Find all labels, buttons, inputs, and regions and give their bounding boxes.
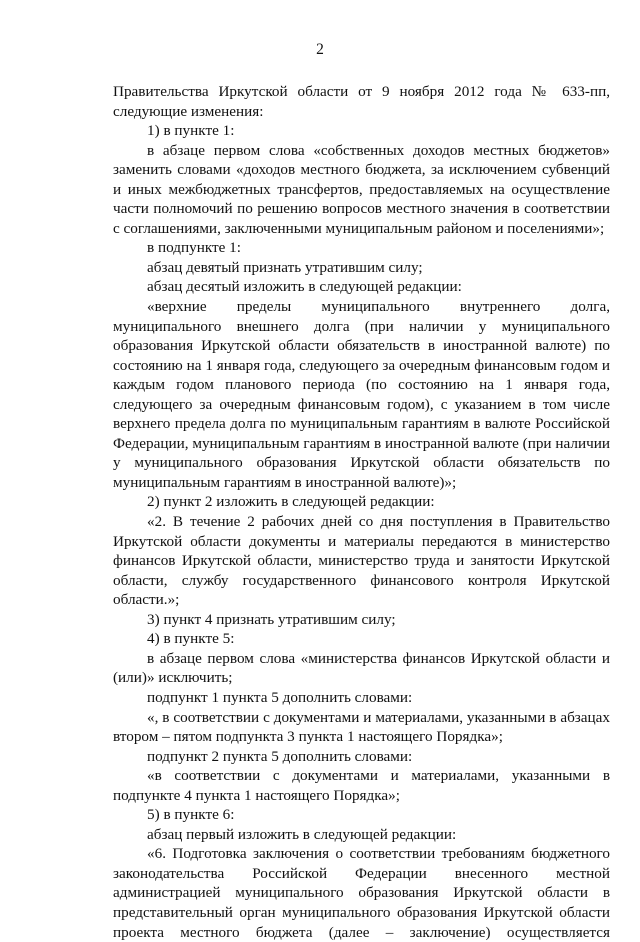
paragraph: «6. Подготовка заключения о соответствии требованиям бюджетного законодательства Российской Федерации внесенного местной администрацией муниципального образования Иркутской области в представительный орган муниципального образования Иркутской области проекта местного бюджета (далее – заключение) осуществляется bbox=[113, 845, 610, 941]
paragraph: 4) в пункте 5: bbox=[147, 630, 235, 648]
paragraph: «верхние пределы муниципального внутреннего долга, муниципального внешнего долга (при наличии у муниципального образования Иркутской области обязательств в иностранной валюте) по состоянию на 1 января года, следующего за очередным финансовым годом и каждым годом планового периода (по состоянию на 1 января года, следующего за очередным финансовым годом), с указанием в том числе верхнего предела долга по муниципальным гарантиям в валюте Российской Федерации, муниципальным гарантиям в иностранной валюте (при наличии у муниципального образования Иркутской области обязательств по муниципальным гарантиям в иностранной валюте)»; bbox=[113, 298, 610, 491]
paragraph: Правительства Иркутской области от 9 ноября 2012 года № 633-пп, следующие изменения: bbox=[113, 83, 610, 120]
paragraph: подпункт 1 пункта 5 дополнить словами: bbox=[147, 688, 413, 706]
page-number: 2 bbox=[316, 41, 324, 58]
paragraph: «в соответствии с документами и материалами, указанными в подпункте 4 пункта 1 настоящего Порядка»; bbox=[113, 767, 610, 804]
paragraph: «2. В течение 2 рабочих дней со дня поступления в Правительство Иркутской области документы и материалы передаются в министерство финансов Иркутской области, министерство труда и занятости Иркутской области, службу государственного финансового контроля Иркутской области.»; bbox=[113, 513, 610, 609]
paragraph: абзац десятый изложить в следующей редакции: bbox=[147, 278, 462, 296]
paragraph: в абзаце первом слова «министерства финансов Иркутской области и (или)» исключить; bbox=[113, 649, 610, 687]
paragraph: абзац девятый признать утратившим силу; bbox=[147, 258, 423, 276]
paragraph: «, в соответствии с документами и материалами, указанными в абзацах втором – пятом подпункта 3 пункта 1 настоящего Порядка»; bbox=[113, 708, 610, 746]
paragraph: 5) в пункте 6: bbox=[147, 806, 235, 824]
paragraph: 3) пункт 4 признать утратившим силу; bbox=[147, 610, 396, 628]
paragraph: в подпункте 1: bbox=[147, 239, 241, 257]
paragraph: 1) в пункте 1: bbox=[147, 122, 235, 140]
document-body bbox=[113, 82, 610, 942]
paragraph: подпункт 2 пункта 5 дополнить словами: bbox=[147, 747, 413, 765]
paragraph: в абзаце первом слова «собственных доходов местных бюджетов» заменить словами «доходов местного бюджета, за исключением субвенций и иных межбюджетных трансфертов, предоставляемых на осуществление части полномочий по решению вопросов местного значения в соответствии с соглашениями, заключенными муниципальным районом и поселениями»; bbox=[113, 141, 610, 237]
paragraph: абзац первый изложить в следующей редакции: bbox=[147, 825, 457, 843]
paragraph: 2) пункт 2 изложить в следующей редакции: bbox=[147, 493, 435, 511]
